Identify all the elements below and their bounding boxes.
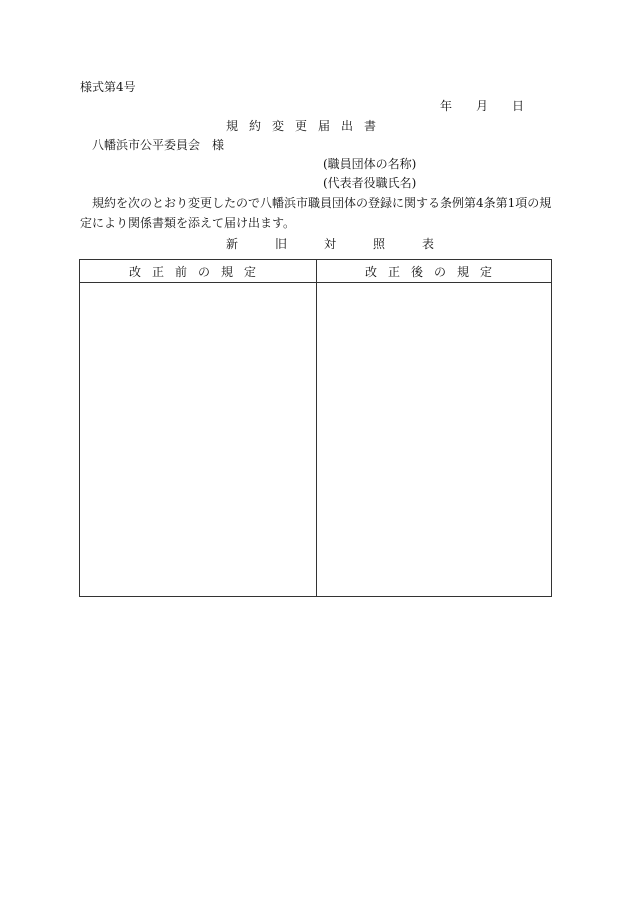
organization-block bbox=[323, 155, 416, 193]
comparison-table bbox=[79, 259, 552, 597]
before-content-cell[interactable] bbox=[80, 283, 317, 597]
document-title: 規約変更届出書 bbox=[226, 119, 388, 133]
organization-name-label: (職員団体の名称) bbox=[323, 157, 417, 171]
addressee: 八幡浜市公平委員会 様 bbox=[92, 138, 225, 152]
date-month: 月 bbox=[476, 99, 489, 113]
table-title: 新旧対照表 bbox=[226, 237, 472, 251]
representative-label: (代表者役職氏名) bbox=[323, 176, 417, 190]
date-day: 日 bbox=[512, 99, 525, 113]
column-before-header: 改正前の規定 bbox=[80, 260, 317, 283]
table-row bbox=[80, 283, 552, 597]
date-year: 年 bbox=[440, 99, 453, 113]
after-content-cell[interactable] bbox=[317, 283, 552, 597]
column-after-header: 改正後の規定 bbox=[317, 260, 552, 283]
body-text: 規約を次のとおり変更したので八幡浜市職員団体の登録に関する条例第4条第1項の規定により関係書類を添えて届け出ます。 bbox=[80, 196, 552, 230]
form-number: 様式第4号 bbox=[80, 80, 136, 94]
table-header-row bbox=[80, 260, 552, 283]
date-line bbox=[440, 100, 524, 112]
